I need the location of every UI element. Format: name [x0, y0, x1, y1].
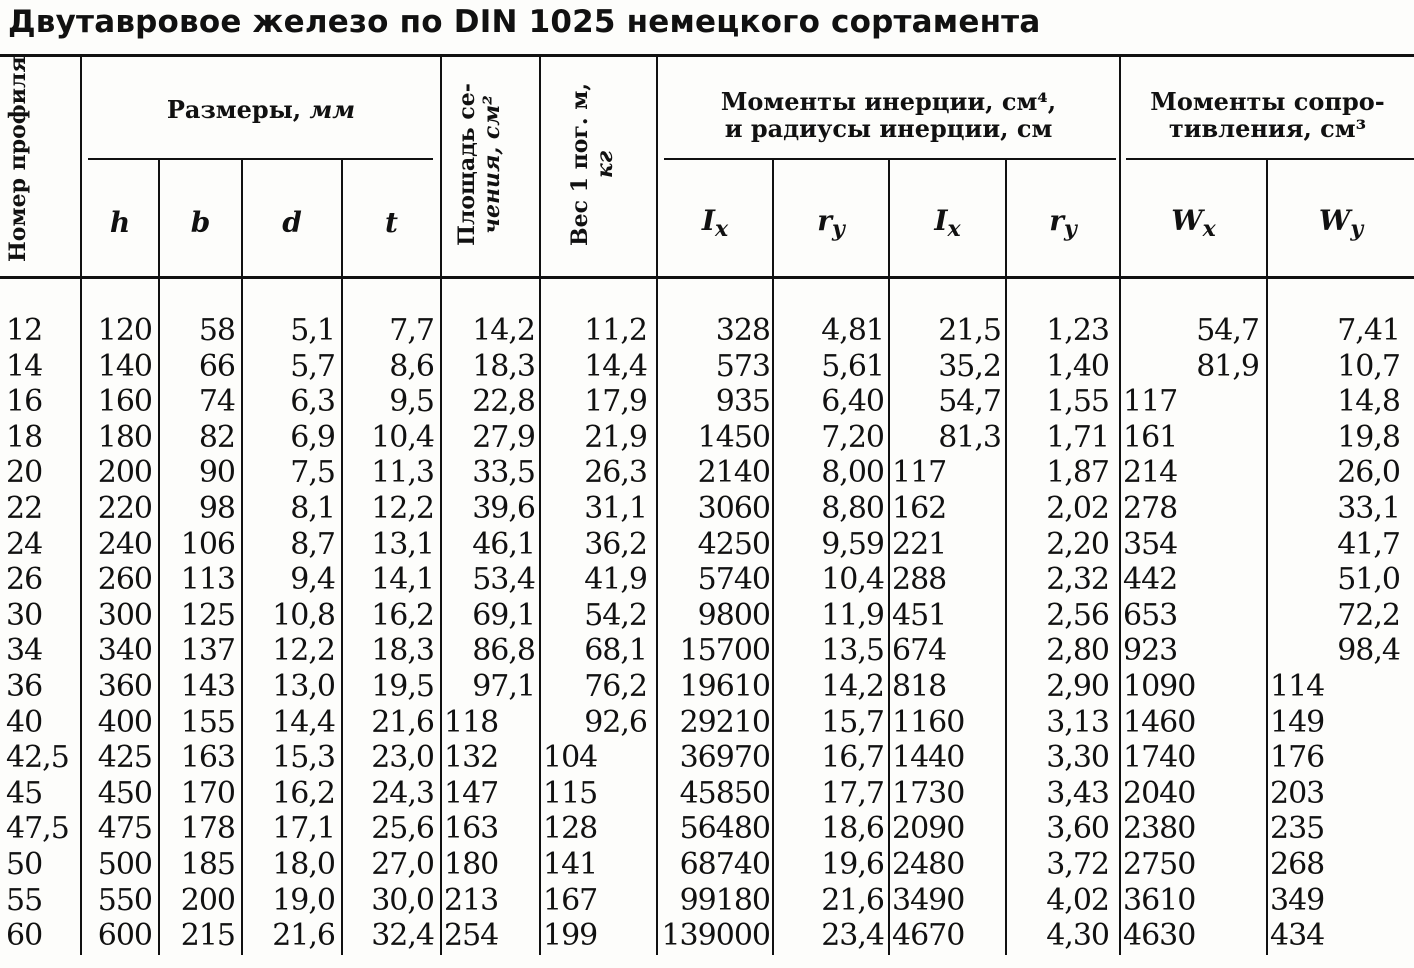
table-cell: 254	[444, 918, 499, 954]
table-cell: 114	[1270, 669, 1325, 704]
table-cell: 68740	[679, 847, 770, 882]
row-profile-number: 22	[6, 491, 43, 526]
dimensions-underline	[88, 158, 433, 160]
table-cell: 30,0	[371, 882, 434, 918]
table-cell: 19,5	[371, 669, 434, 704]
page-title: Двутавровое железо по DIN 1025 немецкого сортамента	[8, 4, 1041, 40]
table-cell: 54,7	[938, 384, 1001, 420]
table-cell: 4,81	[821, 313, 884, 348]
table-cell: 117	[1123, 384, 1178, 420]
resist-underline	[1126, 158, 1414, 160]
table-cell: 86,8	[472, 633, 535, 669]
table-cell: 39,6	[472, 491, 535, 526]
table-cell: 13,5	[821, 633, 884, 669]
table-cell: 98	[198, 491, 235, 526]
table-cell: 19,6	[821, 847, 884, 882]
table-cell: 3,13	[1046, 704, 1109, 740]
table-cell: 58	[198, 313, 235, 348]
table-cell: 15,7	[821, 704, 884, 740]
table-cell: 6,40	[821, 384, 884, 420]
table-cell: 14,2	[821, 669, 884, 704]
table-cell: 66	[198, 348, 235, 384]
row-profile-number: 60	[6, 918, 43, 954]
table-cell: 200	[180, 882, 235, 918]
table-cell: 27,0	[371, 847, 434, 882]
table-cell: 92,6	[584, 704, 647, 740]
table-cell: 2480	[892, 847, 965, 882]
table-cell: 33,5	[472, 455, 535, 491]
table-cell: 11,9	[821, 597, 884, 633]
table-cell: 2140	[697, 455, 770, 491]
header-Wx: $W_x$	[1171, 204, 1216, 242]
table-cell: 1730	[892, 775, 965, 811]
table-cell: 935	[715, 384, 770, 420]
header-ry2: $r_y$	[1049, 204, 1077, 242]
table-cell: 1090	[1123, 669, 1196, 704]
table-cell: 4250	[697, 526, 770, 562]
table-cell: 18,3	[472, 348, 535, 384]
table-cell: 340	[97, 633, 152, 669]
table-cell: 21,6	[371, 704, 434, 740]
table-cell: 120	[97, 313, 152, 348]
table-cell: 36,2	[584, 526, 647, 562]
table-cell: 69,1	[472, 597, 535, 633]
table-cell: 128	[543, 811, 598, 847]
table-cell: 106	[180, 526, 235, 562]
header-section-area: Площадь се- чения, см²	[454, 83, 505, 246]
table-cell: 550	[97, 882, 152, 918]
header-weight: Вес 1 пог. м, кг	[567, 83, 618, 246]
table-cell: 7,41	[1337, 313, 1400, 348]
table-cell: 15700	[679, 633, 770, 669]
table-cell: 160	[97, 384, 152, 420]
table-cell: 18,6	[821, 811, 884, 847]
table-cell: 328	[715, 313, 770, 348]
table-cell: 33,1	[1337, 491, 1400, 526]
table-cell: 10,4	[821, 562, 884, 598]
table-cell: 29210	[679, 704, 770, 740]
table-cell: 26,0	[1337, 455, 1400, 491]
table-cell: 4,30	[1046, 918, 1109, 954]
table-cell: 54,2	[584, 597, 647, 633]
table-cell: 14,2	[472, 313, 535, 348]
table-cell: 8,6	[389, 348, 434, 384]
table-cell: 2090	[892, 811, 965, 847]
table-cell: 143	[180, 669, 235, 704]
col-divider	[772, 160, 774, 955]
table-cell: 72,2	[1337, 597, 1400, 633]
table-cell: 16,7	[821, 740, 884, 776]
table-cell: 18,3	[371, 633, 434, 669]
table-cell: 22,8	[472, 384, 535, 420]
table-cell: 475	[97, 811, 152, 847]
table-cell: 8,7	[290, 526, 335, 562]
table-cell: 90	[198, 455, 235, 491]
table-cell: 13,1	[371, 526, 434, 562]
table-cell: 923	[1123, 633, 1178, 669]
table-cell: 260	[97, 562, 152, 598]
table-cell: 163	[444, 811, 499, 847]
table-cell: 162	[892, 491, 947, 526]
table-cell: 2750	[1123, 847, 1196, 882]
table-cell: 26,3	[584, 455, 647, 491]
table-cell: 113	[180, 562, 235, 598]
table-cell: 16,2	[272, 775, 335, 811]
table-cell: 163	[180, 740, 235, 776]
table-cell: 2,32	[1046, 562, 1109, 598]
table-cell: 17,9	[584, 384, 647, 420]
table-cell: 3,30	[1046, 740, 1109, 776]
table-cell: 36970	[679, 740, 770, 776]
table-cell: 139000	[661, 918, 770, 954]
table-cell: 1,40	[1046, 348, 1109, 384]
table-cell: 54,7	[1196, 313, 1259, 348]
row-profile-number: 16	[6, 384, 43, 420]
table-cell: 1740	[1123, 740, 1196, 776]
table-cell: 31,1	[584, 491, 647, 526]
table-cell: 3,43	[1046, 775, 1109, 811]
table-cell: 185	[180, 847, 235, 882]
row-profile-number: 24	[6, 526, 43, 562]
header-Wy: $W_y$	[1318, 204, 1364, 242]
row-profile-number: 55	[6, 882, 43, 918]
header-ry: $r_y$	[817, 204, 845, 242]
row-profile-number: 47,5	[6, 811, 69, 847]
table-cell: 167	[543, 882, 598, 918]
table-cell: 14,4	[584, 348, 647, 384]
table-cell: 653	[1123, 597, 1178, 633]
table-cell: 4670	[892, 918, 965, 954]
table-cell: 2,20	[1046, 526, 1109, 562]
table-cell: 23,0	[371, 740, 434, 776]
table-cell: 4630	[1123, 918, 1196, 954]
table-cell: 8,1	[290, 491, 335, 526]
table-cell: 1460	[1123, 704, 1196, 740]
table-cell: 115	[543, 775, 598, 811]
table-cell: 7,5	[290, 455, 335, 491]
table-cell: 2380	[1123, 811, 1196, 847]
row-profile-number: 12	[6, 313, 43, 348]
row-profile-number: 26	[6, 562, 43, 598]
header-profile-number: Номер профиля	[5, 56, 31, 262]
table-cell: 141	[543, 847, 598, 882]
table-cell: 14,1	[371, 562, 434, 598]
table-cell: 10,7	[1337, 348, 1400, 384]
col-divider	[1119, 57, 1121, 955]
table-cell: 45850	[679, 775, 770, 811]
table-cell: 10,8	[272, 597, 335, 633]
table-cell: 97,1	[472, 669, 535, 704]
table-cell: 818	[892, 669, 947, 704]
header-d: d	[282, 206, 302, 239]
table-cell: 32,4	[371, 918, 434, 954]
table-cell: 140	[97, 348, 152, 384]
table-cell: 214	[1123, 455, 1178, 491]
table-cell: 3,72	[1046, 847, 1109, 882]
table-cell: 278	[1123, 491, 1178, 526]
table-cell: 51,0	[1337, 562, 1400, 598]
table-cell: 1,23	[1046, 313, 1109, 348]
table-cell: 1160	[892, 704, 965, 740]
table-cell: 2,80	[1046, 633, 1109, 669]
top-rule	[0, 54, 1414, 57]
table-cell: 99180	[679, 882, 770, 918]
header-section-moduli: Моменты сопро- тивления, см³	[1150, 87, 1385, 143]
table-cell: 349	[1270, 882, 1325, 918]
header-b: b	[190, 206, 211, 239]
table-cell: 23,4	[821, 918, 884, 954]
header-Ix: $I_x$	[701, 204, 729, 242]
table-cell: 41,9	[584, 562, 647, 598]
table-cell: 10,4	[371, 419, 434, 455]
table-cell: 25,6	[371, 811, 434, 847]
row-profile-number: 42,5	[6, 740, 69, 776]
table-cell: 300	[97, 597, 152, 633]
table-cell: 1440	[892, 740, 965, 776]
table-cell: 176	[1270, 740, 1325, 776]
table-cell: 1,87	[1046, 455, 1109, 491]
table-cell: 27,9	[472, 419, 535, 455]
table-cell: 8,80	[821, 491, 884, 526]
row-profile-number: 36	[6, 669, 43, 704]
table-cell: 1,55	[1046, 384, 1109, 420]
table-cell: 3060	[697, 491, 770, 526]
table-cell: 1450	[697, 419, 770, 455]
table-cell: 7,7	[389, 313, 434, 348]
table-cell: 674	[892, 633, 947, 669]
table-cell: 3,60	[1046, 811, 1109, 847]
table-cell: 81,9	[1196, 348, 1259, 384]
col-divider	[1266, 160, 1268, 955]
table-cell: 9,4	[290, 562, 335, 598]
table-cell: 17,7	[821, 775, 884, 811]
table-cell: 240	[97, 526, 152, 562]
table-cell: 5740	[697, 562, 770, 598]
table-cell: 161	[1123, 419, 1178, 455]
table-cell: 35,2	[938, 348, 1001, 384]
table-cell: 155	[180, 704, 235, 740]
row-profile-number: 30	[6, 597, 43, 633]
table-cell: 11,2	[584, 313, 647, 348]
table-cell: 7,20	[821, 419, 884, 455]
table-cell: 451	[892, 597, 947, 633]
table-cell: 200	[97, 455, 152, 491]
table-cell: 500	[97, 847, 152, 882]
table-cell: 41,7	[1337, 526, 1400, 562]
row-profile-number: 18	[6, 419, 43, 455]
table-cell: 74	[198, 384, 235, 420]
header-bottom-rule	[0, 276, 1414, 279]
table-cell: 14,4	[272, 704, 335, 740]
table-cell: 14,8	[1337, 384, 1400, 420]
table-cell: 12,2	[371, 491, 434, 526]
table-cell: 9,59	[821, 526, 884, 562]
table-cell: 137	[180, 633, 235, 669]
moments-underline	[664, 158, 1116, 160]
table-cell: 13,0	[272, 669, 335, 704]
header-moments-of-inertia: Моменты инерции, см⁴, и радиусы инерции, см	[720, 87, 1057, 143]
table-cell: 21,9	[584, 419, 647, 455]
table-cell: 573	[715, 348, 770, 384]
table-cell: 18,0	[272, 847, 335, 882]
table-cell: 56480	[679, 811, 770, 847]
table-cell: 9,5	[389, 384, 434, 420]
table-cell: 221	[892, 526, 947, 562]
table-cell: 213	[444, 882, 499, 918]
table-cell: 5,61	[821, 348, 884, 384]
col-divider	[440, 57, 442, 955]
table-cell: 360	[97, 669, 152, 704]
table-cell: 21,5	[938, 313, 1001, 348]
table-cell: 6,3	[290, 384, 335, 420]
table-cell: 24,3	[371, 775, 434, 811]
table-cell: 180	[97, 419, 152, 455]
table-cell: 199	[543, 918, 598, 954]
table-cell: 425	[97, 740, 152, 776]
col-divider	[1005, 160, 1007, 955]
header-t: t	[385, 206, 398, 239]
table-cell: 117	[892, 455, 947, 491]
table-cell: 442	[1123, 562, 1178, 598]
table-cell: 2,02	[1046, 491, 1109, 526]
table-cell: 400	[97, 704, 152, 740]
table-cell: 9800	[697, 597, 770, 633]
table-cell: 21,6	[821, 882, 884, 918]
table-cell: 288	[892, 562, 947, 598]
table-cell: 2,56	[1046, 597, 1109, 633]
table-cell: 98,4	[1337, 633, 1400, 669]
table-cell: 12,2	[272, 633, 335, 669]
table-cell: 125	[180, 597, 235, 633]
table-cell: 53,4	[472, 562, 535, 598]
table-cell: 600	[97, 918, 152, 954]
table-cell: 11,3	[371, 455, 434, 491]
table-cell: 19610	[679, 669, 770, 704]
table-cell: 170	[180, 775, 235, 811]
table-cell: 19,0	[272, 882, 335, 918]
row-profile-number: 34	[6, 633, 43, 669]
header-dimensions: Размеры, мм	[166, 95, 356, 124]
table-cell: 8,00	[821, 455, 884, 491]
table-cell: 17,1	[272, 811, 335, 847]
col-divider	[539, 57, 541, 955]
table-cell: 3610	[1123, 882, 1196, 918]
table-cell: 1,71	[1046, 419, 1109, 455]
row-profile-number: 50	[6, 847, 43, 882]
table-cell: 215	[180, 918, 235, 954]
table-cell: 235	[1270, 811, 1325, 847]
table-cell: 16,2	[371, 597, 434, 633]
table-cell: 76,2	[584, 669, 647, 704]
table-cell: 354	[1123, 526, 1178, 562]
table-cell: 220	[97, 491, 152, 526]
table-cell: 2,90	[1046, 669, 1109, 704]
table-cell: 104	[543, 740, 598, 776]
table-cell: 203	[1270, 775, 1325, 811]
table-cell: 149	[1270, 704, 1325, 740]
table-cell: 5,7	[290, 348, 335, 384]
row-profile-number: 14	[6, 348, 43, 384]
table-cell: 5,1	[290, 313, 335, 348]
table-cell: 21,6	[272, 918, 335, 954]
table-cell: 180	[444, 847, 499, 882]
row-profile-number: 40	[6, 704, 43, 740]
table-cell: 4,02	[1046, 882, 1109, 918]
table-cell: 46,1	[472, 526, 535, 562]
header-Iy: $I_x$	[934, 204, 961, 242]
table-cell: 82	[198, 419, 235, 455]
table-cell: 147	[444, 775, 499, 811]
table-cell: 19,8	[1337, 419, 1400, 455]
table-cell: 178	[180, 811, 235, 847]
col-divider	[888, 160, 890, 955]
table-cell: 118	[444, 704, 499, 740]
table-cell: 2040	[1123, 775, 1196, 811]
header-h: h	[109, 206, 131, 239]
table-cell: 68,1	[584, 633, 647, 669]
table-cell: 450	[97, 775, 152, 811]
table-cell: 434	[1270, 918, 1325, 954]
row-profile-number: 45	[6, 775, 43, 811]
row-profile-number: 20	[6, 455, 43, 491]
table-cell: 268	[1270, 847, 1325, 882]
table-cell: 6,9	[290, 419, 335, 455]
table-cell: 81,3	[938, 419, 1001, 455]
table-cell: 3490	[892, 882, 965, 918]
table-cell: 15,3	[272, 740, 335, 776]
table-cell: 132	[444, 740, 499, 776]
